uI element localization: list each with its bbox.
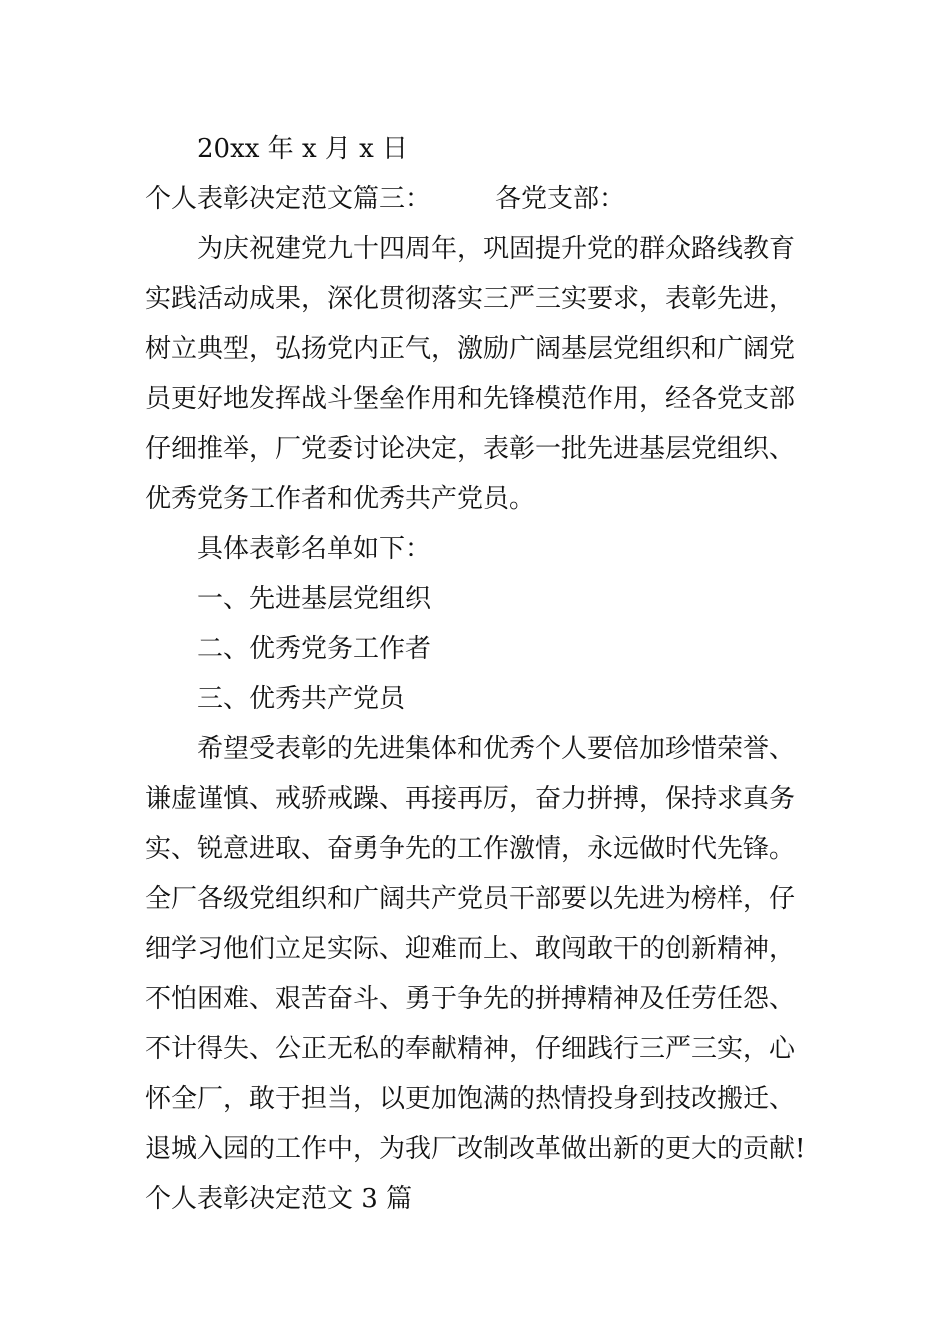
list-item: 二、优秀党务工作者 xyxy=(197,634,432,664)
paragraph-1-line: 树立典型，弘扬党内正气，激励广阔基层党组织和广阔党 xyxy=(145,334,796,364)
paragraph-2-line: 细学习他们立足实际、迎难而上、敢闯敢干的创新精神， xyxy=(145,934,796,964)
paragraph-2-line: 退城入园的工作中，为我厂改制改革做出新的更大的贡献! xyxy=(145,1134,806,1164)
paragraph-2-line: 不怕困难、艰苦奋斗、勇于争先的拼搏精神及任劳任怨、 xyxy=(145,984,796,1014)
paragraph-2-line: 怀全厂，敢于担当，以更加饱满的热情投身到技改搬迁、 xyxy=(145,1084,796,1114)
paragraph-2-line: 不计得失、公正无私的奉献精神，仔细践行三严三实，心 xyxy=(145,1034,796,1064)
paragraph-1-line: 实践活动成果，深化贯彻落实三严三实要求，表彰先进， xyxy=(145,284,796,314)
paragraph-2-line: 希望受表彰的先进集体和优秀个人要倍加珍惜荣誉、 xyxy=(197,734,796,764)
date-line: 20xx 年 x 月 x 日 xyxy=(197,134,409,164)
paragraph-2-line: 全厂各级党组织和广阔共产党员干部要以先进为榜样，仔 xyxy=(145,884,796,914)
salutation: 各党支部： xyxy=(495,184,626,214)
paragraph-1-line: 优秀党务工作者和优秀共产党员。 xyxy=(145,484,536,514)
paragraph-1-line: 员更好地发挥战斗堡垒作用和先锋模范作用，经各党支部 xyxy=(145,384,796,414)
paragraph-1-line: 为庆祝建党九十四周年，巩固提升党的群众路线教育 xyxy=(197,234,796,264)
list-item: 一、先进基层党组织 xyxy=(197,584,432,614)
paragraph-2-line: 谦虚谨慎、戒骄戒躁、再接再厉，奋力拼搏，保持求真务 xyxy=(145,784,796,814)
paragraph-1-line: 仔细推举，厂党委讨论决定，表彰一批先进基层党组织、 xyxy=(145,434,796,464)
section-heading-line xyxy=(145,183,625,215)
list-item: 三、优秀共产党员 xyxy=(197,684,406,714)
list-intro: 具体表彰名单如下： xyxy=(197,534,432,564)
paragraph-2-line: 实、锐意进取、奋勇争先的工作激情，永远做时代先锋。 xyxy=(145,834,796,864)
section-title: 个人表彰决定范文篇三： xyxy=(145,184,432,214)
footer-title: 个人表彰决定范文 3 篇 xyxy=(145,1184,413,1214)
